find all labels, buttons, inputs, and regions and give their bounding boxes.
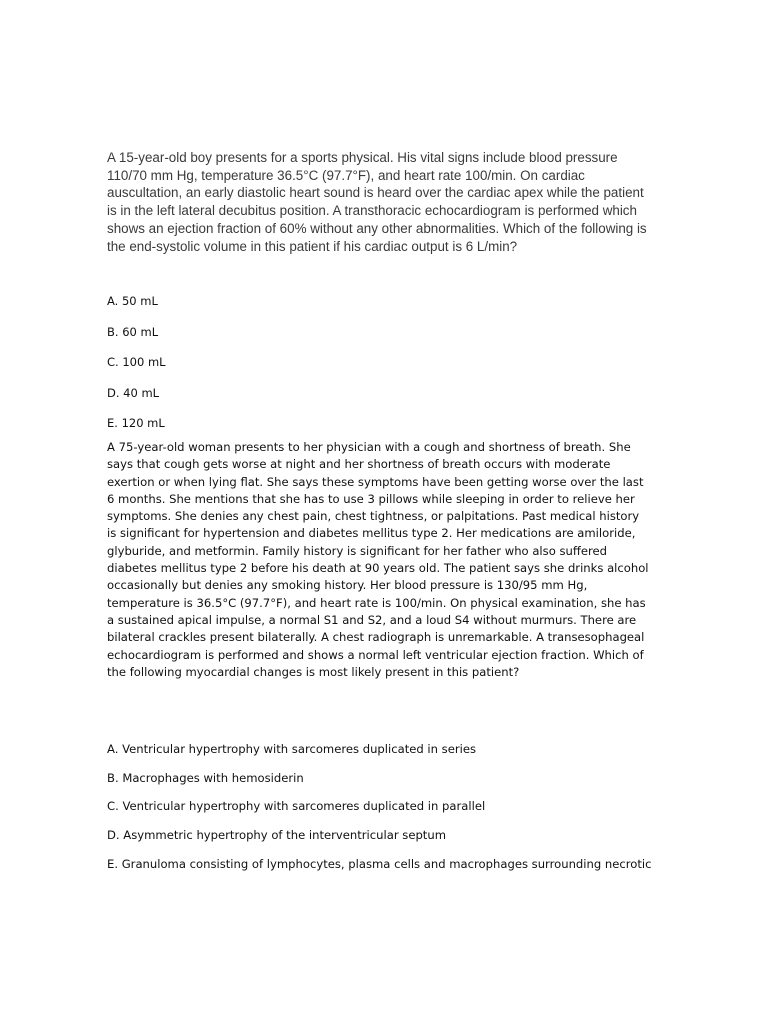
question-2-option-b: B. Macrophages with hemosiderin	[107, 770, 304, 785]
question-2-option-e: E. Granuloma consisting of lymphocytes, plasma cells and macrophages surrounding necrotic	[107, 856, 652, 871]
question-1-option-b: B. 60 mL	[107, 324, 159, 339]
question-2-option-c: C. Ventricular hypertrophy with sarcomeres duplicated in parallel	[107, 799, 486, 814]
question-1-option-c: C. 100 mL	[107, 355, 166, 369]
question-2-option-d: D. Asymmetric hypertrophy of the interventricular septum	[107, 828, 446, 843]
question-1-stem: A 15-year-old boy presents for a sports physical. His vital signs include blood pressure 110/70 mm Hg, temperature 36.5°C (97.7°F), and heart rate 100/min. On cardiac auscultation, an early diastolic heart sound is heard over the cardiac apex while the patient is in the left lateral decubitus position. A transthoracic echocardiogram is performed which shows an ejection fraction of 60% without any other abnormalities. Which of the following is the end-systolic volume in this patient if his cardiac output is 6 L/min?	[107, 150, 647, 254]
question-1-option-d: D. 40 mL	[107, 385, 160, 400]
question-1-option-a: A. 50 mL	[107, 294, 158, 308]
question-2-option-a: A. Ventricular hypertrophy with sarcomeres duplicated in series	[107, 742, 477, 756]
question-2-stem: A 75-year-old woman presents to her physician with a cough and shortness of breath. She says that cough gets worse at night and her shortness of breath occurs with moderate exertion or when lying flat. She says these symptoms have been getting worse over the last 6 months. She mentions that she has to use 3 pillows while sleeping in order to relieve her symptoms. She denies any chest pain, chest tightness, or palpitations. Past medical history is significant for hypertension and diabetes mellitus type 2. Her medications are amiloride, glyburide, and metformin. Family history is significant for her father who also suffered diabetes mellitus type 2 before his death at 90 years old. The patient says she drinks alcohol occasionally but denies any smoking history. Her blood pressure is 130/95 mm Hg, temperature is 36.5°C (97.7°F), and heart rate is 100/min. On physical examination, she has a sustained apical impulse, a normal S1 and S2, and a loud S4 without murmurs. There are bilateral crackles present bilaterally. A chest radiograph is unremarkable. A transesophageal echocardiogram is performed and shows a normal left ventricular ejection fraction. Which of the following myocardial changes is most likely present in this patient?	[107, 440, 649, 679]
question-1-options	[107, 293, 166, 446]
question-2-options	[107, 741, 652, 884]
question-1-option-e: E. 120 mL	[107, 416, 165, 430]
